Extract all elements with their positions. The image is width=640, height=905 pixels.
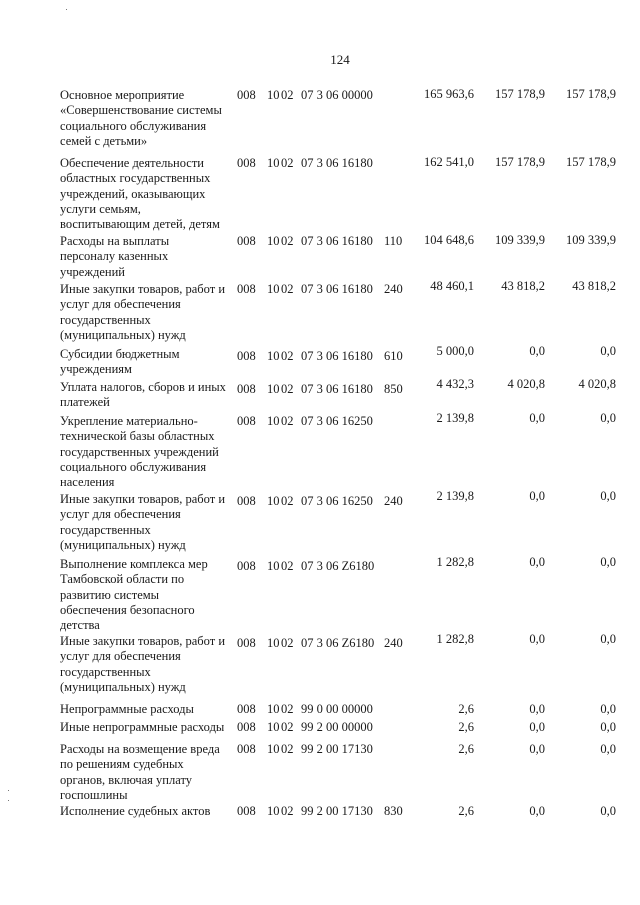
section-code: 10 — [267, 234, 280, 248]
section-code: 10 — [267, 720, 280, 734]
target-article-code: 07 3 06 16180 — [301, 282, 373, 296]
amount-year-3: 0,0 — [600, 344, 616, 358]
amount-year-2: 157 178,9 — [495, 155, 545, 169]
target-article-code: 99 2 00 17130 — [301, 742, 373, 756]
expense-name: Иные закупки товаров, работ и услуг для обеспечения государственных (муниципальных) нужд — [60, 634, 226, 694]
expense-name: Основное мероприятие «Совершенствование системы социального обслуживания семей с детьми» — [60, 88, 222, 148]
target-article-code: 07 3 06 16180 — [301, 382, 373, 396]
amount-year-3: 109 339,9 — [566, 233, 616, 247]
amount-year-1: 2 139,8 — [436, 411, 474, 425]
amount-year-3: 0,0 — [600, 742, 616, 756]
amount-year-2: 0,0 — [529, 555, 545, 569]
expense-name: Обеспечение деятельности областных государственных учреждений, оказывающих услуги семьям, воспитывающим детей, детям — [60, 156, 220, 232]
target-article-code: 07 3 06 16250 — [301, 414, 373, 428]
amount-year-1: 165 963,6 — [424, 87, 474, 101]
ministry-code: 008 — [237, 742, 256, 756]
subsection-code: 02 — [281, 382, 294, 396]
expense-type-code: 240 — [384, 636, 403, 650]
expense-name: Расходы на возмещение вреда по решениям судебных органов, включая уплату госпошлины — [60, 742, 220, 802]
expense-name: Иные закупки товаров, работ и услуг для обеспечения государственных (муниципальных) нужд — [60, 282, 226, 342]
amount-year-1: 1 282,8 — [436, 555, 474, 569]
amount-year-1: 2,6 — [458, 804, 474, 818]
amount-year-2: 0,0 — [529, 720, 545, 734]
amount-year-1: 104 648,6 — [424, 233, 474, 247]
subsection-code: 02 — [281, 742, 294, 756]
ministry-code: 008 — [237, 282, 256, 296]
ministry-code: 008 — [237, 494, 256, 508]
expense-name: Иные закупки товаров, работ и услуг для обеспечения государственных (муниципальных) нужд — [60, 492, 226, 552]
expense-name: Выполнение комплекса мер Тамбовской области по развитию системы обеспечения безопасного детства — [60, 557, 208, 633]
target-article-code: 07 3 06 Z6180 — [301, 636, 375, 650]
amount-year-1: 2 139,8 — [436, 489, 474, 503]
ministry-code: 008 — [237, 636, 256, 650]
section-code: 10 — [267, 382, 280, 396]
subsection-code: 02 — [281, 804, 294, 818]
amount-year-2: 109 339,9 — [495, 233, 545, 247]
expense-name: Субсидии бюджетным учреждениям — [60, 347, 180, 377]
amount-year-1: 2,6 — [458, 720, 474, 734]
amount-year-3: 157 178,9 — [566, 155, 616, 169]
amount-year-3: 4 020,8 — [578, 377, 616, 391]
expense-name: Непрограммные расходы — [60, 702, 194, 716]
target-article-code: 07 3 06 16180 — [301, 349, 373, 363]
amount-year-3: 0,0 — [600, 702, 616, 716]
amount-year-3: 0,0 — [600, 489, 616, 503]
target-article-code: 07 3 06 16250 — [301, 494, 373, 508]
subsection-code: 02 — [281, 282, 294, 296]
expense-type-code: 610 — [384, 349, 403, 363]
section-code: 10 — [267, 282, 280, 296]
ministry-code: 008 — [237, 349, 256, 363]
amount-year-1: 1 282,8 — [436, 632, 474, 646]
subsection-code: 02 — [281, 349, 294, 363]
section-code: 10 — [267, 636, 280, 650]
expense-name: Уплата налогов, сборов и иных платежей — [60, 380, 226, 410]
expense-type-code: 830 — [384, 804, 403, 818]
amount-year-2: 0,0 — [529, 702, 545, 716]
expense-name: Исполнение судебных актов — [60, 804, 211, 818]
target-article-code: 99 0 00 00000 — [301, 702, 373, 716]
ministry-code: 008 — [237, 804, 256, 818]
ministry-code: 008 — [237, 702, 256, 716]
target-article-code: 99 2 00 00000 — [301, 720, 373, 734]
subsection-code: 02 — [281, 234, 294, 248]
ministry-code: 008 — [237, 559, 256, 573]
amount-year-2: 0,0 — [529, 411, 545, 425]
subsection-code: 02 — [281, 720, 294, 734]
expense-name: Иные непрограммные расходы — [60, 720, 225, 734]
amount-year-2: 0,0 — [529, 632, 545, 646]
amount-year-2: 4 020,8 — [507, 377, 545, 391]
subsection-code: 02 — [281, 156, 294, 170]
amount-year-2: 157 178,9 — [495, 87, 545, 101]
amount-year-3: 43 818,2 — [572, 279, 616, 293]
expense-type-code: 110 — [384, 234, 403, 248]
expense-name: Укрепление материально- технической базы областных государственных учреждений социального обслуживания населения — [60, 414, 219, 490]
ministry-code: 008 — [237, 234, 256, 248]
target-article-code: 07 3 06 00000 — [301, 88, 373, 102]
subsection-code: 02 — [281, 414, 294, 428]
amount-year-1: 162 541,0 — [424, 155, 474, 169]
amount-year-2: 43 818,2 — [501, 279, 545, 293]
subsection-code: 02 — [281, 494, 294, 508]
section-code: 10 — [267, 414, 280, 428]
ministry-code: 008 — [237, 156, 256, 170]
section-code: 10 — [267, 349, 280, 363]
section-code: 10 — [267, 559, 280, 573]
amount-year-1: 48 460,1 — [430, 279, 474, 293]
expense-name: Расходы на выплаты персоналу казенных учреждений — [60, 234, 170, 279]
section-code: 10 — [267, 742, 280, 756]
page-number: 124 — [330, 52, 350, 67]
target-article-code: 99 2 00 17130 — [301, 804, 373, 818]
scan-speck — [66, 9, 67, 10]
section-code: 10 — [267, 156, 280, 170]
amount-year-3: 0,0 — [600, 720, 616, 734]
amount-year-2: 0,0 — [529, 742, 545, 756]
amount-year-3: 0,0 — [600, 804, 616, 818]
amount-year-1: 5 000,0 — [436, 344, 474, 358]
section-code: 10 — [267, 494, 280, 508]
scan-speck — [8, 800, 9, 801]
subsection-code: 02 — [281, 559, 294, 573]
ministry-code: 008 — [237, 88, 256, 102]
section-code: 10 — [267, 88, 280, 102]
amount-year-1: 2,6 — [458, 742, 474, 756]
amount-year-1: 4 432,3 — [436, 377, 474, 391]
subsection-code: 02 — [281, 636, 294, 650]
expense-type-code: 850 — [384, 382, 403, 396]
subsection-code: 02 — [281, 702, 294, 716]
expense-type-code: 240 — [384, 282, 403, 296]
target-article-code: 07 3 06 Z6180 — [301, 559, 375, 573]
ministry-code: 008 — [237, 382, 256, 396]
amount-year-3: 0,0 — [600, 411, 616, 425]
amount-year-2: 0,0 — [529, 489, 545, 503]
subsection-code: 02 — [281, 88, 294, 102]
amount-year-1: 2,6 — [458, 702, 474, 716]
ministry-code: 008 — [237, 414, 256, 428]
amount-year-2: 0,0 — [529, 804, 545, 818]
target-article-code: 07 3 06 16180 — [301, 156, 373, 170]
amount-year-3: 157 178,9 — [566, 87, 616, 101]
amount-year-3: 0,0 — [600, 632, 616, 646]
ministry-code: 008 — [237, 720, 256, 734]
section-code: 10 — [267, 702, 280, 716]
amount-year-3: 0,0 — [600, 555, 616, 569]
target-article-code: 07 3 06 16180 — [301, 234, 373, 248]
scan-speck — [8, 790, 9, 791]
amount-year-2: 0,0 — [529, 344, 545, 358]
section-code: 10 — [267, 804, 280, 818]
expense-type-code: 240 — [384, 494, 403, 508]
